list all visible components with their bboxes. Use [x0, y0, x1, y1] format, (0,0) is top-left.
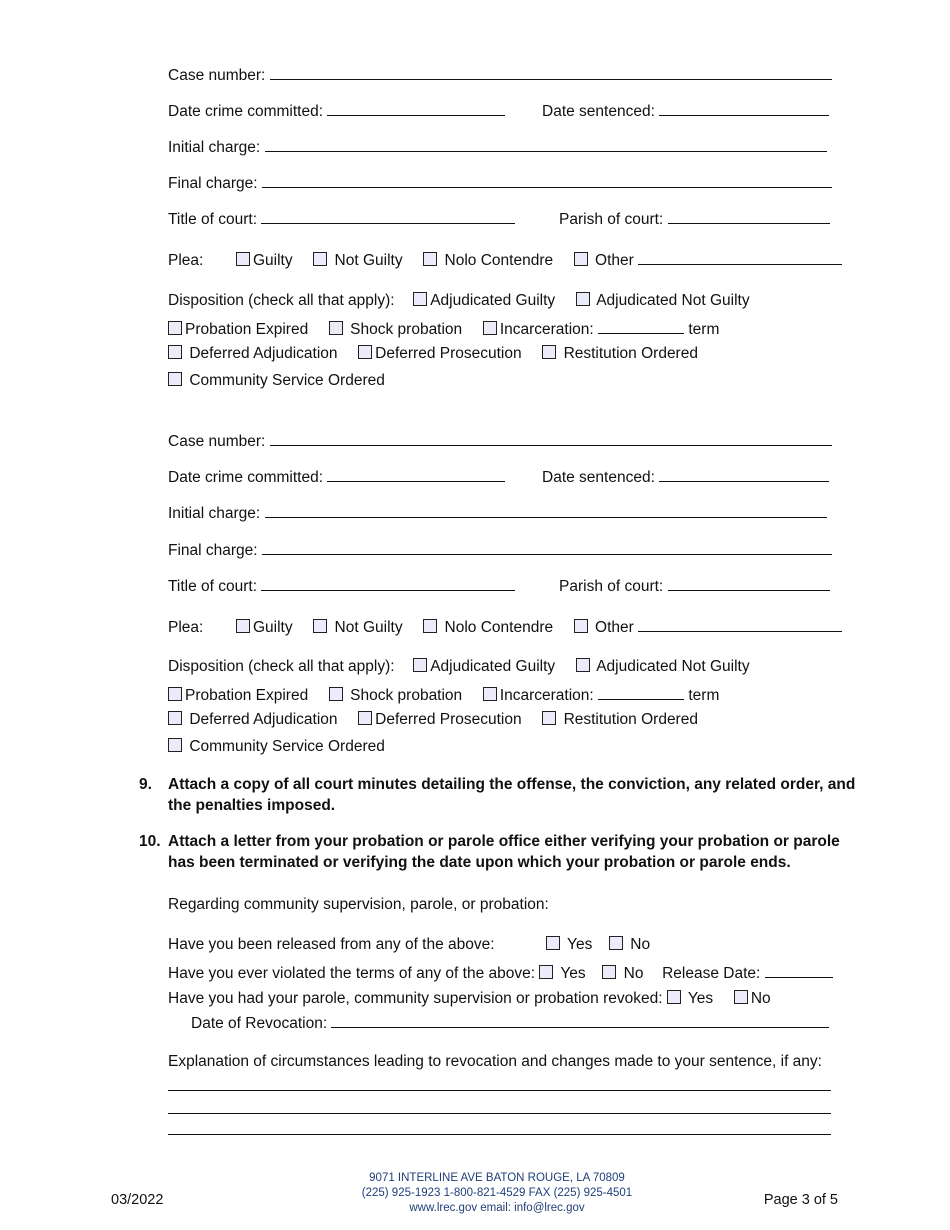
explanation-label: Explanation of circumstances leading to revocation and changes made to your sentence, if any: — [168, 1053, 822, 1070]
disp-deferred-adjudication-checkbox[interactable] — [168, 711, 182, 725]
disp-deferred-prosecution-checkbox[interactable] — [358, 711, 372, 725]
date-committed-label: Date crime committed: — [168, 469, 324, 486]
item-10-line2: has been terminated or verifying the date upon which your probation or parole ends. — [168, 854, 791, 871]
date-sentenced-label: Date sentenced: — [542, 469, 655, 486]
violated-yes-label: Yes — [560, 965, 586, 982]
item-9-number: 9. — [139, 776, 152, 793]
item-10-number: 10. — [139, 833, 161, 850]
disp-incarceration-checkbox[interactable] — [483, 687, 497, 701]
release-date-field[interactable] — [765, 962, 833, 978]
plea-other-label: Other — [595, 252, 634, 269]
disp-restitution-checkbox[interactable] — [542, 711, 556, 725]
revoked-yes-label: Yes — [687, 990, 714, 1007]
footer-phones: (225) 925-1923 1-800-821-4529 FAX (225) 925-4501 — [361, 1187, 633, 1199]
disp-deferred-prosecution-checkbox[interactable] — [358, 345, 372, 359]
final-charge-label: Final charge: — [168, 175, 258, 192]
revoked-no-checkbox[interactable] — [734, 990, 748, 1004]
title-court-label: Title of court: — [168, 578, 258, 595]
disp-community-service-checkbox[interactable] — [168, 738, 182, 752]
title-court-field[interactable] — [261, 208, 515, 224]
plea-guilty-checkbox[interactable] — [236, 252, 250, 266]
case-number-field[interactable] — [270, 430, 832, 446]
disp-incarceration-label: Incarceration: — [499, 321, 594, 338]
released-no-checkbox[interactable] — [609, 936, 623, 950]
disp-shock-probation-label: Shock probation — [350, 687, 463, 704]
date-committed-field[interactable] — [327, 100, 505, 116]
disp-adj-guilty-label: Adjudicated Guilty — [430, 292, 556, 309]
date-sentenced-label: Date sentenced: — [542, 103, 655, 120]
revocation-date-label: Date of Revocation: — [191, 1015, 328, 1032]
disp-incarceration-field[interactable] — [598, 318, 684, 334]
revocation-date-field[interactable] — [331, 1012, 829, 1028]
plea-other-checkbox[interactable] — [574, 619, 588, 633]
release-date-label: Release Date: — [662, 965, 761, 982]
plea-nolo-label: Nolo Contendre — [444, 252, 554, 269]
disp-adj-not-guilty-label: Adjudicated Not Guilty — [596, 292, 750, 309]
plea-row — [168, 249, 842, 271]
revoked-yes-checkbox[interactable] — [667, 990, 681, 1004]
case-number-label: Case number: — [168, 67, 266, 84]
disp-restitution-label: Restitution Ordered — [563, 345, 698, 362]
disposition-label: Disposition (check all that apply): — [168, 292, 395, 309]
disp-shock-probation-checkbox[interactable] — [329, 321, 343, 335]
plea-guilty-label: Guilty — [252, 619, 293, 636]
violated-question-row — [168, 962, 833, 984]
disp-adj-guilty-checkbox[interactable] — [413, 292, 427, 306]
released-question-row — [168, 935, 495, 955]
revoked-question-row — [168, 989, 771, 1009]
explanation-line-1[interactable] — [168, 1075, 831, 1091]
title-court-label: Title of court: — [168, 211, 258, 228]
footer-page-number: Page 3 of 5 — [763, 1192, 838, 1208]
item-9-line1: Attach a copy of all court minutes detailing the offense, the conviction, any related order, and — [168, 776, 856, 793]
footer-web: www.lrec.gov email: info@lrec.gov — [409, 1202, 585, 1214]
disp-term-label: term — [688, 321, 720, 338]
disp-adj-not-guilty-checkbox[interactable] — [576, 658, 590, 672]
plea-label: Plea: — [168, 619, 204, 636]
initial-charge-label: Initial charge: — [168, 139, 261, 156]
disp-community-service-checkbox[interactable] — [168, 372, 182, 386]
disp-adj-not-guilty-label: Adjudicated Not Guilty — [596, 658, 750, 675]
initial-charge-field[interactable] — [265, 136, 827, 152]
disp-term-label: term — [688, 687, 720, 704]
item-10-line1: Attach a letter from your probation or parole office either verifying your probation or parole — [168, 833, 840, 850]
supervision-intro: Regarding community supervision, parole, or probation: — [168, 896, 549, 913]
disp-deferred-adjudication-label: Deferred Adjudication — [189, 345, 338, 362]
plea-guilty-checkbox[interactable] — [236, 619, 250, 633]
initial-charge-field[interactable] — [265, 502, 827, 518]
plea-other-field[interactable] — [638, 616, 842, 632]
plea-other-field[interactable] — [638, 249, 842, 265]
disp-deferred-adjudication-label: Deferred Adjudication — [189, 711, 338, 728]
plea-nolo-checkbox[interactable] — [423, 252, 437, 266]
released-yes-checkbox[interactable] — [546, 936, 560, 950]
released-no-label: No — [630, 936, 651, 953]
parish-court-field[interactable] — [668, 208, 830, 224]
violated-no-label: No — [623, 965, 644, 982]
parish-court-label: Parish of court: — [559, 578, 664, 595]
final-charge-field[interactable] — [262, 539, 832, 555]
plea-not-guilty-checkbox[interactable] — [313, 252, 327, 266]
disp-probation-expired-label: Probation Expired — [185, 687, 309, 704]
disp-adj-guilty-label: Adjudicated Guilty — [430, 658, 556, 675]
plea-other-label: Other — [595, 619, 634, 636]
explanation-line-2[interactable] — [168, 1098, 831, 1114]
plea-nolo-checkbox[interactable] — [423, 619, 437, 633]
disposition-label: Disposition (check all that apply): — [168, 658, 395, 675]
final-charge-field[interactable] — [262, 172, 832, 188]
case-number-label: Case number: — [168, 433, 266, 450]
item-9-line2: the penalties imposed. — [168, 797, 336, 814]
plea-not-guilty-checkbox[interactable] — [313, 619, 327, 633]
disp-deferred-prosecution-label: Deferred Prosecution — [375, 711, 522, 728]
disp-deferred-prosecution-label: Deferred Prosecution — [375, 345, 522, 362]
date-sentenced-field[interactable] — [659, 466, 829, 482]
disp-deferred-adjudication-checkbox[interactable] — [168, 345, 182, 359]
date-sentenced-field[interactable] — [659, 100, 829, 116]
date-committed-label: Date crime committed: — [168, 103, 324, 120]
violated-question: Have you ever violated the terms of any of the above: — [168, 965, 536, 982]
disp-shock-probation-checkbox[interactable] — [329, 687, 343, 701]
case-number-field[interactable] — [270, 64, 832, 80]
disp-incarceration-label: Incarceration: — [499, 687, 594, 704]
initial-charge-label: Initial charge: — [168, 505, 261, 522]
disp-adj-not-guilty-checkbox[interactable] — [576, 292, 590, 306]
date-committed-field[interactable] — [327, 466, 505, 482]
final-charge-label: Final charge: — [168, 542, 258, 559]
released-yes-label: Yes — [567, 936, 593, 953]
plea-nolo-label: Nolo Contendre — [444, 619, 554, 636]
parish-court-field[interactable] — [668, 575, 830, 591]
disp-incarceration-field[interactable] — [598, 684, 684, 700]
disp-incarceration-checkbox[interactable] — [483, 321, 497, 335]
disp-probation-expired-checkbox[interactable] — [168, 321, 182, 335]
revoked-question: Have you had your parole, community supervision or probation revoked: — [168, 990, 663, 1007]
plea-row — [168, 616, 842, 638]
plea-not-guilty-label: Not Guilty — [334, 252, 403, 269]
violated-yes-checkbox[interactable] — [539, 965, 553, 979]
disp-probation-expired-checkbox[interactable] — [168, 687, 182, 701]
released-question: Have you been released from any of the above: — [168, 936, 495, 953]
plea-other-checkbox[interactable] — [574, 252, 588, 266]
violated-no-checkbox[interactable] — [602, 965, 616, 979]
parish-court-label: Parish of court: — [559, 211, 664, 228]
plea-not-guilty-label: Not Guilty — [334, 619, 403, 636]
disp-community-service-label: Community Service Ordered — [189, 738, 385, 755]
disp-shock-probation-label: Shock probation — [350, 321, 463, 338]
disp-community-service-label: Community Service Ordered — [189, 372, 385, 389]
disp-probation-expired-label: Probation Expired — [185, 321, 309, 338]
title-court-field[interactable] — [261, 575, 515, 591]
disp-adj-guilty-checkbox[interactable] — [413, 658, 427, 672]
revoked-no-label: No — [750, 990, 771, 1007]
plea-guilty-label: Guilty — [252, 252, 293, 269]
disp-restitution-checkbox[interactable] — [542, 345, 556, 359]
explanation-line-3[interactable] — [168, 1120, 831, 1135]
disp-restitution-label: Restitution Ordered — [563, 711, 698, 728]
plea-label: Plea: — [168, 252, 204, 269]
footer-address: 9071 INTERLINE AVE BATON ROUGE, LA 70809 — [369, 1172, 625, 1184]
footer-date-code: 03/2022 — [111, 1192, 164, 1208]
